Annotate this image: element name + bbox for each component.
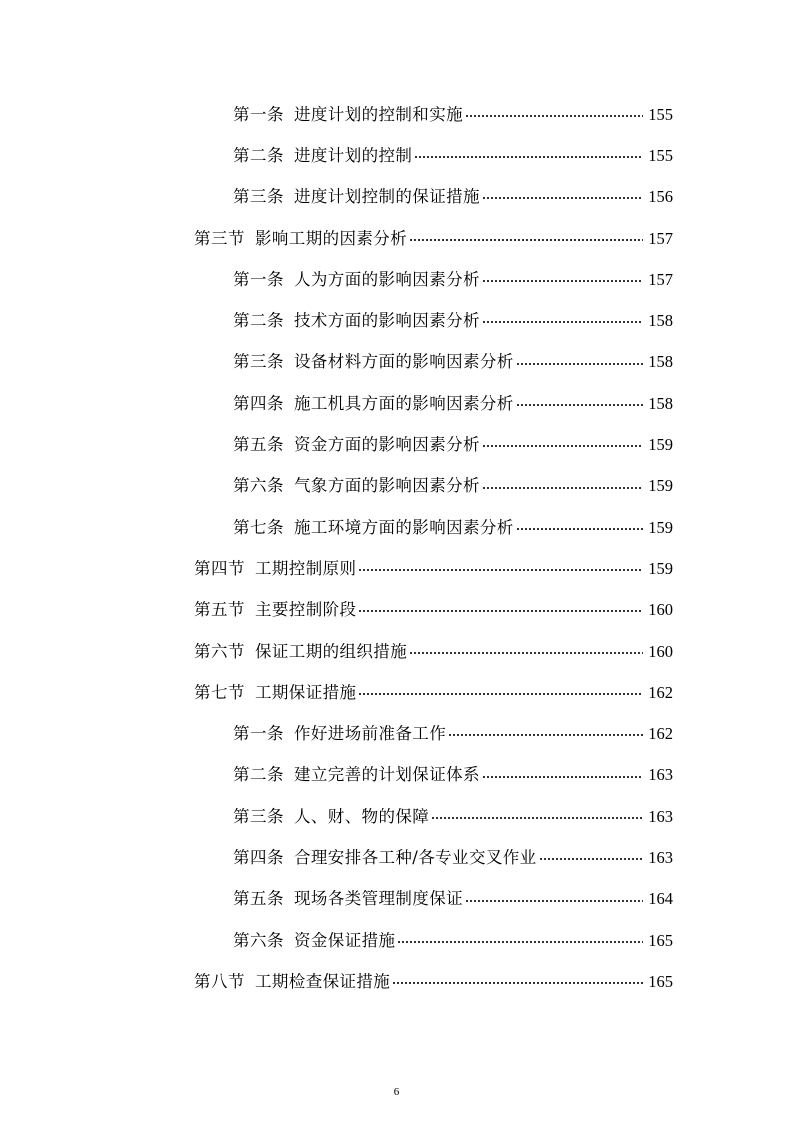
toc-entry-title: 主要控制阶段 (255, 600, 357, 620)
toc-entry-number: 第一条 (233, 104, 284, 124)
toc-entry-number: 第六条 (233, 930, 284, 950)
toc-entry-number: 第七节 (194, 682, 245, 702)
toc-entry[interactable] (0, 753, 793, 794)
toc-entry-title: 影响工期的因素分析 (255, 228, 408, 248)
toc-entry-number: 第八节 (194, 971, 245, 991)
dot-leader (392, 971, 643, 988)
toc-entry[interactable] (0, 794, 793, 835)
toc-entry[interactable] (0, 629, 793, 670)
toc-entry-page: 156 (648, 187, 673, 207)
toc-entry-line (194, 968, 673, 992)
toc-entry-page: 159 (648, 435, 673, 455)
toc-entry-title: 工期控制原则 (255, 558, 357, 578)
toc-entry-page: 160 (648, 641, 673, 661)
toc-entry[interactable] (0, 835, 793, 876)
dot-leader (482, 187, 643, 204)
toc-entry[interactable] (0, 340, 793, 381)
dot-leader (516, 352, 643, 369)
dot-leader (539, 847, 643, 864)
page-number: 6 (393, 1086, 400, 1098)
toc-entry-title: 进度计划控制的保证措施 (294, 187, 480, 207)
toc-entry[interactable] (0, 959, 793, 1000)
toc-entry-number: 第二条 (233, 311, 284, 331)
toc-entry-page: 163 (648, 806, 673, 826)
dot-leader (482, 269, 643, 286)
toc-entry-title: 工期检查保证措施 (255, 971, 391, 991)
toc-entry-page: 162 (648, 682, 673, 702)
toc-entry-title: 资金方面的影响因素分析 (294, 435, 480, 455)
toc-entry-number: 第二条 (233, 765, 284, 785)
toc-entry-page: 155 (648, 145, 673, 165)
toc-entry-title: 合理安排各工种/各专业交叉作业 (294, 847, 537, 867)
toc-entry-title: 现场各类管理制度保证 (294, 889, 463, 909)
toc-entry[interactable] (0, 711, 793, 752)
toc-entry[interactable] (0, 918, 793, 959)
toc-entry[interactable] (0, 133, 793, 174)
toc-entry-page: 157 (648, 228, 673, 248)
toc-entry-line (233, 348, 673, 372)
toc-entry-number: 第六节 (194, 641, 245, 661)
toc-entry-line (233, 514, 673, 538)
toc-entry-number: 第三节 (194, 228, 245, 248)
toc-entry[interactable] (0, 505, 793, 546)
toc-entry-page: 157 (648, 269, 673, 289)
toc-entry-line (233, 761, 673, 785)
toc-entry-number: 第四条 (233, 847, 284, 867)
toc-entry-page: 158 (648, 352, 673, 372)
toc-entry-line (233, 142, 673, 166)
dot-leader (482, 435, 643, 452)
toc-entry[interactable] (0, 588, 793, 629)
toc-entry[interactable] (0, 257, 793, 298)
dot-leader (431, 806, 643, 823)
toc-entry-title: 进度计划的控制 (294, 145, 413, 165)
toc-entry-number: 第五条 (233, 435, 284, 455)
toc-entry[interactable] (0, 216, 793, 257)
toc-entry[interactable] (0, 298, 793, 339)
toc-entry-line (233, 885, 673, 909)
toc-entry-line (233, 266, 673, 290)
toc-entry-page: 164 (648, 889, 673, 909)
dot-leader (482, 311, 643, 328)
toc-entry-page: 163 (648, 765, 673, 785)
toc-entry-number: 第一条 (233, 269, 284, 289)
dot-leader (358, 558, 643, 575)
toc-entry-number: 第四条 (233, 393, 284, 413)
dot-leader (409, 228, 643, 245)
toc-entry-number: 第一条 (233, 724, 284, 744)
toc-entry[interactable] (0, 92, 793, 133)
dot-leader (516, 517, 643, 534)
toc-entry-number: 第二条 (233, 145, 284, 165)
dot-leader (414, 145, 643, 162)
dot-leader (358, 600, 643, 617)
toc-entry-title: 设备材料方面的影响因素分析 (294, 352, 514, 372)
toc-entry-line (233, 472, 673, 496)
toc-entry-line (233, 431, 673, 455)
toc-entry-line (194, 225, 673, 249)
toc-entry[interactable] (0, 670, 793, 711)
dot-leader (482, 476, 643, 493)
toc-entry[interactable] (0, 422, 793, 463)
toc-entry-title: 进度计划的控制和实施 (294, 104, 463, 124)
toc-entry-line (233, 720, 673, 744)
toc-entry-number: 第三条 (233, 352, 284, 372)
toc-entry-number: 第四节 (194, 558, 245, 578)
toc-entry-number: 第六条 (233, 476, 284, 496)
toc-entry-title: 建立完善的计划保证体系 (294, 765, 480, 785)
toc-entry-line (194, 638, 673, 662)
toc-entry-line (194, 555, 673, 579)
toc-entry-title: 气象方面的影响因素分析 (294, 476, 480, 496)
toc-entry[interactable] (0, 546, 793, 587)
toc-entry-title: 技术方面的影响因素分析 (294, 311, 480, 331)
toc-entry-line (233, 803, 673, 827)
toc-entry-number: 第三条 (233, 806, 284, 826)
toc-entry-page: 165 (648, 971, 673, 991)
toc-entry-page: 159 (648, 517, 673, 537)
toc-entry-line (194, 679, 673, 703)
toc-entry-title: 资金保证措施 (294, 930, 396, 950)
toc-entry-line (233, 844, 673, 868)
toc-entry-page: 159 (648, 476, 673, 496)
toc-entry-number: 第五条 (233, 889, 284, 909)
dot-leader (448, 724, 643, 741)
toc-entry[interactable] (0, 464, 793, 505)
toc-entry-title: 保证工期的组织措施 (255, 641, 408, 661)
dot-leader (358, 682, 643, 699)
toc-entry[interactable] (0, 877, 793, 918)
toc-entry-line (233, 390, 673, 414)
toc-entry-title: 作好进场前准备工作 (294, 724, 447, 744)
toc-entry-page: 159 (648, 558, 673, 578)
dot-leader (482, 765, 643, 782)
dot-leader (465, 889, 643, 906)
toc-entry-page: 158 (648, 393, 673, 413)
toc-entry-title: 施工环境方面的影响因素分析 (294, 517, 514, 537)
toc-entry-line (233, 183, 673, 207)
toc-entry-line (194, 596, 673, 620)
toc-entry-line (233, 307, 673, 331)
toc-entry-line (233, 101, 673, 125)
dot-leader (465, 104, 643, 121)
toc-entry[interactable] (0, 175, 793, 216)
toc-entry-page: 160 (648, 600, 673, 620)
toc-entry-page: 162 (648, 724, 673, 744)
toc-entry-page: 155 (648, 104, 673, 124)
dot-leader (409, 641, 643, 658)
toc-entry-number: 第三条 (233, 187, 284, 207)
toc-entry-page: 165 (648, 930, 673, 950)
toc-entry-title: 施工机具方面的影响因素分析 (294, 393, 514, 413)
dot-leader (516, 393, 643, 410)
toc-entry-page: 163 (648, 847, 673, 867)
toc-entry-page: 158 (648, 311, 673, 331)
toc-entry-number: 第七条 (233, 517, 284, 537)
dot-leader (397, 930, 643, 947)
toc-entry-number: 第五节 (194, 600, 245, 620)
toc-entry[interactable] (0, 381, 793, 422)
toc-entry-line (233, 927, 673, 951)
toc-entry-title: 人、财、物的保障 (294, 806, 430, 826)
toc-entry-title: 人为方面的影响因素分析 (294, 269, 480, 289)
toc-entry-title: 工期保证措施 (255, 682, 357, 702)
table-of-contents (0, 92, 793, 1001)
